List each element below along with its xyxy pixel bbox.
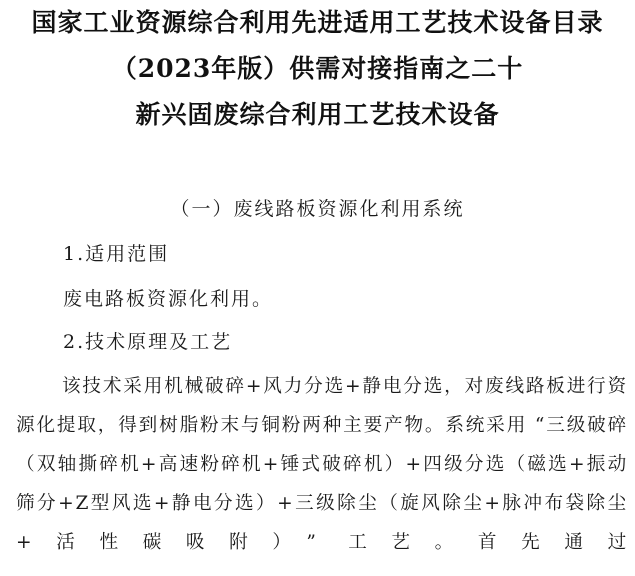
body-paragraph: 该技术采用机械破碎+风力分选+静电分选，对废线路板进行资源化提取，得到树脂粉末与铜粉两种主要产物。系统采用 “三级破碎（双轴撕碎机+高速粉碎机+锤式破碎机）+四级分选（磁选+振动筛分+Z型风选+静电分选）+三级除尘（旋风除尘+脉冲布袋除尘+活性碳吸附）” 工艺。首先通过 bbox=[16, 376, 628, 553]
section-heading: （一）废线路板资源化利用系统 bbox=[170, 198, 465, 220]
document-title-line-3: 新兴固废综合利用工艺技术设备 bbox=[135, 100, 500, 129]
document-title-line-2: （2023年版）供需对接指南之二十 bbox=[111, 54, 524, 83]
subheading-principle: 2.技术原理及工艺 bbox=[63, 331, 233, 353]
subheading-scope: 1.适用范围 bbox=[63, 243, 170, 265]
document-title-line-1: 国家工业资源综合利用先进适用工艺技术设备目录 bbox=[31, 8, 604, 37]
scope-text: 废电路板资源化利用。 bbox=[63, 288, 274, 310]
